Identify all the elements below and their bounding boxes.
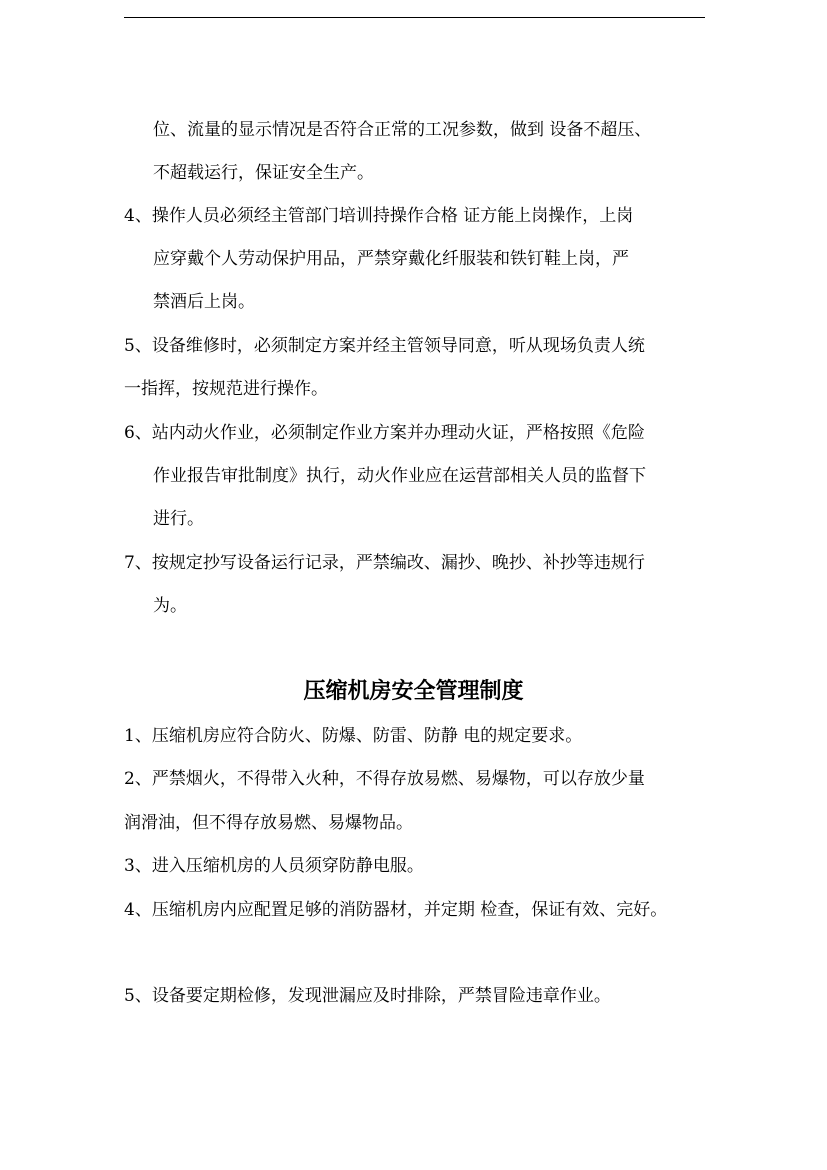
text-line: 4、压缩机房内应配置足够的消防器材，并定期 检查，保证有效、完好。 (124, 900, 668, 920)
text-line: 润滑油，但不得存放易燃、易爆物品。 (124, 813, 413, 833)
text-line: 不超载运行，保证安全生产。 (153, 163, 374, 183)
text-line: 5、设备维修时，必须制定方案并经主管领导同意，听从现场负责人统 (124, 336, 645, 356)
text-line: 禁酒后上岗。 (153, 292, 255, 312)
header-rule (124, 17, 705, 18)
text-line: 应穿戴个人劳动保护用品，严禁穿戴化纤服装和铁钉鞋上岗，严 (153, 249, 629, 269)
section-title: 压缩机房安全管理制度 (303, 679, 524, 704)
text-line: 进行。 (153, 509, 204, 529)
text-line: 7、按规定抄写设备运行记录，严禁编改、漏抄、晚抄、补抄等违规行 (124, 553, 645, 573)
text-line: 为。 (153, 596, 187, 616)
text-line: 位、流量的显示情况是否符合正常的工况参数，做到 设备不超压、 (153, 120, 652, 140)
text-line: 6、站内动火作业，必须制定作业方案并办理动火证，严格按照《危险 (124, 423, 645, 443)
text-line: 5、设备要定期检修，发现泄漏应及时排除，严禁冒险违章作业。 (124, 986, 611, 1006)
text-line: 3、进入压缩机房的人员须穿防静电服。 (124, 856, 424, 876)
text-line: 一指挥，按规范进行操作。 (124, 379, 328, 399)
text-line: 2、严禁烟火，不得带入火种，不得存放易燃、易爆物，可以存放少量 (124, 769, 645, 789)
text-line: 1、压缩机房应符合防火、防爆、防雷、防静 电的规定要求。 (124, 726, 583, 746)
text-line: 作业报告审批制度》执行，动火作业应在运营部相关人员的监督下 (153, 466, 646, 486)
text-line: 4、操作人员必须经主管部门培训持操作合格 证方能上岗操作，上岗 (124, 206, 634, 226)
